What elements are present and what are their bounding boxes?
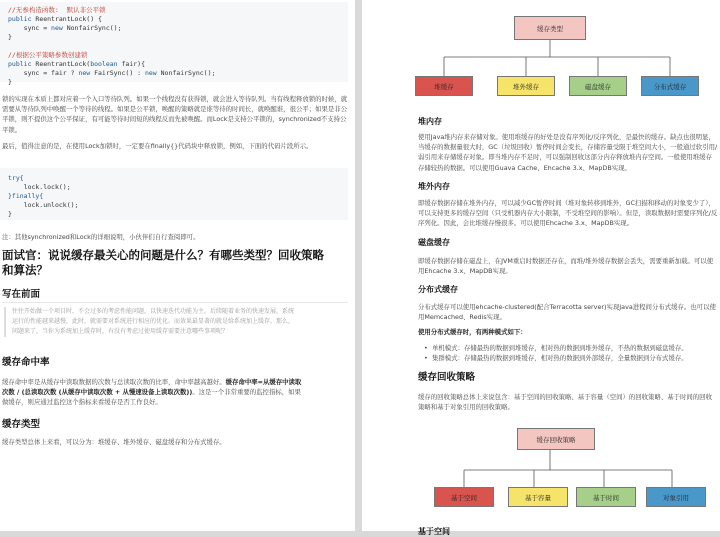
code-line: } (8, 78, 12, 86)
diagram-root-cache-types: 缓存类型 (514, 16, 586, 40)
hit-rate-text: 缓存命中率是从缓存中读取数据的次数与总读取次数的比率，命中率越高越好。 (2, 378, 226, 386)
paragraph-off-heap: 即缓存数据存储在堆外内存，可以减少GC暂停时间（堆对象转移到堆外，GC扫描和移动的对象变少了），可以支持更多的缓存空间（只受机器内存大小限制，不受堆空间的影响）。但是，读取数据时需要序列化/反序列化。因此，会比堆缓存慢很多。可以使用Ehcache 3.x、MapDB实现。 (418, 199, 718, 228)
code-line: lock.unlock(); (8, 201, 79, 209)
heading-space-based: 基于空间 (418, 527, 450, 536)
heading-eviction: 缓存回收策略 (418, 372, 476, 383)
heading-heap: 堆内存 (418, 117, 442, 126)
code-block-constructors (0, 2, 348, 86)
code-line: } (8, 33, 12, 41)
paragraph-distributed: 分布式缓存可以使用ehcache-clustered(配合Terracotta server)实现Java进程间分布式缓存。也可以使用Memcached、Redis实现。 (418, 303, 716, 322)
hit-rate-tail: 。这是一个非常重要的监控指标，如果做缓存，则应通过监控这个指标来看缓存是否工作良好。 (2, 388, 301, 407)
heading-distributed: 分布式缓存 (418, 285, 458, 294)
heading-hit-rate: 缓存命中率 (2, 357, 50, 368)
divider (2, 302, 348, 303)
right-page (362, 0, 720, 536)
diagram-node-off-heap: 堆外缓存 (497, 76, 555, 96)
code-line: try{ (8, 174, 24, 182)
code-line: public ReentrantLock(boolean fair){ (8, 60, 145, 68)
diagram-node-capacity: 基于容量 (508, 487, 568, 507)
paragraph-cache-types: 缓存类型总体上来看，可以分为：堆缓存、堆外缓存、磁盘缓存和分布式缓存。 (2, 438, 226, 446)
paragraph-heap: 使用Java堆内存来存储对象。使用堆缓存的好处是没有序列化/反序列化，是最快的缓存。缺点也很明显，当缓存的数据量很大时，GC（垃圾回收）暂停时间会变长，存储容量受限于堆空间大小，一般通过软引用/弱引用来存储缓存对象。即当堆内存不足时，可以强制回收这部分内存释放堆内存空间。一般使用堆缓存存储较热的数据。可以使用Guava Cache、Ehcache 3.x、MapDB实现。 (418, 133, 718, 172)
code-line (8, 42, 342, 51)
diagram-node-time: 基于时间 (576, 487, 636, 507)
paragraph-eviction: 缓存的回收策略总体上来说包含：基于空间的回收策略、基于容量（空间）的回收策略、基于时间的回收策略和基于对象引用的回收策略。 (418, 393, 712, 412)
preface-quote: 往往开始做一个项目时，不会过多的考虑性能问题，以快速迭代功能为主。后续随着业务的快速发展，系统运行的性能越来越慢，此时，就需要对系统进行相应的优化。而效果最显著的就是给系统加上缓存。那么，问题来了，当你为系统加上缓存时，有没有考虑过使用缓存需要注意哪些事项呢？ (4, 307, 296, 337)
diagram-node-space: 基于空间 (434, 487, 494, 507)
note-text: 注：其他synchronized和Lock的详细说明，小伙伴们自行查阅即可。 (2, 233, 200, 241)
paragraph-lock-queue: 锁的实现在本质上都对应着一个入口等待队列。如果一个线程没有获得锁，就会进入等待队列。当有线程释放锁的时候，就需要从等待队列中唤醒一个等待的线程。如果是公平锁，唤醒的策略就是谁等待的时间长，就唤醒谁，很公平；如果是非公平锁，则不提供这个公平保证，有可能等待时间短的线程反而先被唤醒。而Lock是支持公平锁的，synchronized不支持公平锁。 (2, 95, 348, 134)
paragraph-finally: 最后，值得注意的是，在使用Lock加锁时，一定要在finally{}代码块中释放锁，例如，下面的代码片段所示。 (2, 142, 313, 150)
code-line: //无参构造函数: 默认非公平锁 (8, 6, 106, 14)
code-line: sync = fair ? new FairSync() : new NonfairSync(); (8, 69, 216, 77)
diagram-node-disk: 磁盘缓存 (569, 76, 627, 96)
list-item: • 集群模式：存储最热的数据到堆缓存，相对热的数据到外部缓存，全量数据到分布式缓存。 (422, 353, 718, 363)
heading-off-heap: 堆外内存 (418, 182, 450, 191)
diagram-eviction (362, 420, 720, 531)
code-line: public ReentrantLock() { (8, 15, 102, 23)
diagram-cache-types (362, 0, 720, 110)
heading-cache-types: 缓存类型 (2, 419, 41, 430)
distributed-modes-list (422, 343, 718, 363)
section-title-interview: 面试官：说说缓存最关心的问题是什么？有哪些类型？回收策略和算法？ (2, 248, 324, 277)
diagram-root-eviction: 缓存回收策略 (517, 428, 595, 450)
code-line: //根据公平策略参数创建锁 (8, 51, 88, 59)
code-line: }finally{ (8, 192, 44, 200)
code-block-try-finally (0, 168, 348, 220)
code-line: sync = new NonfairSync(); (8, 24, 122, 32)
diagram-node-distributed: 分布式缓存 (641, 76, 699, 96)
diagram-node-heap: 堆缓存 (415, 76, 473, 96)
list-item: • 单机模式：存储最热的数据到堆缓存，相对热的数据到堆外缓存，不热的数据到磁盘缓存。 (422, 343, 718, 353)
diagram-node-object-ref: 对象引用 (646, 487, 706, 507)
hit-rate-formula: 缓存命中率=从缓存中读取次数 / (总读取次数 (从缓存中读取次数 + 从慢速设备上读取次数)) (2, 378, 302, 397)
left-page (0, 0, 355, 531)
paragraph-hit-rate (2, 377, 302, 408)
code-line: } (8, 210, 12, 218)
code-line: lock.lock(); (8, 183, 71, 191)
paragraph-disk: 即缓存数据存储在磁盘上，在JVM重启时数据还存在，而堆/堆外缓存数据会丢失，需要重新加载。可以使用Ehcache 3.x、MapDB实现。 (418, 257, 714, 276)
heading-disk: 磁盘缓存 (418, 238, 450, 247)
distributed-modes-intro: 使用分布式缓存时，有两种模式如下： (418, 328, 527, 336)
heading-preface: 写在前面 (2, 289, 41, 300)
